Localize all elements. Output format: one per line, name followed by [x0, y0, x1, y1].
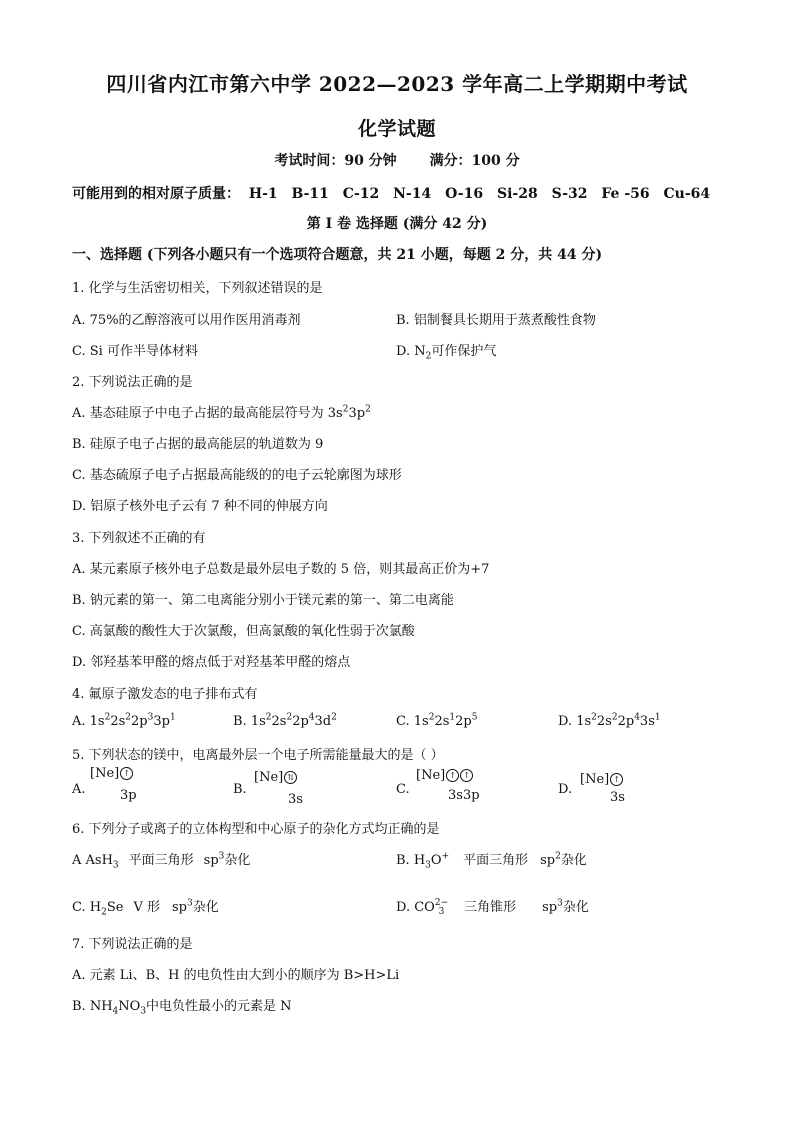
q6-option-a: A AsH$_3$ 平面三角形 $sp^3$杂化: [72, 851, 251, 871]
orbital-box: ↑: [120, 767, 133, 780]
q3-option-a: A. 某元素原子核外电子总数是最外层电子数的 5 倍，则其最高正价为+7: [72, 562, 490, 577]
mass-item: H-1: [248, 186, 278, 202]
atomic-masses: [72, 183, 719, 203]
q2-option-b: B. 硅原子电子占据的最高能层的轨道数为 9: [72, 437, 324, 452]
exam-score: 满分：100 分: [429, 153, 520, 169]
q5-option-d-diagram: [Ne] ↑ 3s: [580, 772, 625, 805]
q3-stem: 3. 下列叙述不正确的有: [72, 531, 206, 546]
q1-option-b: B. 铝制餐具长期用于蒸煮酸性食物: [396, 313, 596, 328]
q2-option-a: A. 基态硅原子中电子占据的最高能层符号为 $3s^23p^2$: [72, 404, 371, 421]
mass-item: Fe -56: [601, 186, 650, 202]
q3-option-c: C. 高氯酸的酸性大于次氯酸，但高氯酸的氧化性弱于次氯酸: [72, 624, 415, 639]
exam-meta: [0, 150, 794, 170]
section-title: 第 I 卷 选择题 (满分 42 分): [306, 216, 488, 232]
q7-option-b: B. $NH_4NO_3$中电负性最小的元素是 N: [72, 999, 292, 1017]
q2-stem: 2. 下列说法正确的是: [72, 375, 193, 390]
q1-option-a: A. 75%的乙醇溶液可以用作医用消毒剂: [72, 313, 301, 328]
orbital-box: ⇅: [284, 771, 297, 784]
mass-item: S-32: [551, 186, 588, 202]
q5-option-c-label: C.: [396, 782, 410, 797]
mass-item: Cu-64: [663, 186, 711, 202]
q2-option-c: C. 基态硫原子电子占据最高能级的的电子云轮廓图为球形: [72, 468, 402, 483]
q5-option-b-diagram: [Ne] ⇅ 3s: [254, 770, 303, 807]
q5-stem: 5. 下列状态的镁中，电离最外层一个电子所需能量最大的是（ ）: [72, 748, 444, 763]
q5-option-a-diagram: [Ne] ↑ 3p: [90, 766, 137, 803]
q7-option-a: A. 元素 Li、B、H 的电负性由大到小的顺序为 B>H>Li: [72, 968, 400, 983]
q6-option-c: C. $H_2Se$ V 形 $sp^3$杂化: [72, 898, 219, 918]
atomic-masses-label: 可能用到的相对原子质量：: [72, 186, 240, 202]
exam-time: 考试时间：90 分钟: [274, 153, 397, 169]
q5-option-d-label: D.: [558, 782, 573, 797]
orbital-box: ↑: [610, 773, 623, 786]
q4-option-b: B. $1s^22s^22p^43d^2$: [233, 712, 337, 729]
orbital-box: ↑: [446, 769, 459, 782]
q4-option-c: C. $1s^22s^12p^5$: [396, 712, 478, 729]
mass-item: O-16: [445, 186, 484, 202]
q4-stem: 4. 氟原子激发态的电子排布式有: [72, 687, 258, 702]
q6-option-b: B. $H_3O^+$ 平面三角形 $sp^2$杂化: [396, 851, 587, 871]
part-title: 一、选择题 (下列各小题只有一个选项符合题意，共 21 小题，每题 2 分，共 44 分): [72, 247, 603, 263]
mass-item: B-11: [291, 186, 329, 202]
q6-option-d: D. CO2− 3 三角锥形 $sp^3$杂化: [396, 897, 589, 917]
mass-item: C-12: [342, 186, 380, 202]
q4-option-a: A. $1s^22s^22p^33p^1$: [72, 712, 176, 729]
q1-option-d: D. $N_2$可作保护气: [396, 344, 497, 362]
q6-stem: 6. 下列分子或离子的立体构型和中心原子的杂化方式均正确的是: [72, 822, 440, 837]
orbital-box: ↑: [460, 769, 473, 782]
q7-stem: 7. 下列说法正确的是: [72, 937, 193, 952]
q3-option-b: B. 钠元素的第一、第二电离能分别小于镁元素的第一、第二电离能: [72, 593, 454, 608]
q3-option-d: D. 邻羟基苯甲醛的熔点低于对羟基苯甲醛的熔点: [72, 655, 351, 670]
q5-option-a-label: A.: [72, 782, 86, 797]
exam-subtitle: 化学试题: [357, 118, 436, 140]
q1-option-c: C. Si 可作半导体材料: [72, 344, 198, 359]
mass-item: Si-28: [496, 186, 538, 202]
mass-item: N-14: [393, 186, 432, 202]
q5-option-b-label: B.: [233, 782, 247, 797]
q1-stem: 1. 化学与生活密切相关，下列叙述错误的是: [72, 281, 323, 296]
exam-title: 四川省内江市第六中学 2022—2023 学年高二上学期期中考试: [106, 72, 688, 96]
q5-option-c-diagram: [Ne] ↑ ↑ 3s3p: [416, 768, 480, 803]
q4-option-d: D. $1s^22s^22p^43s^1$: [558, 712, 661, 729]
q2-option-d: D. 铝原子核外电子云有 7 种不同的伸展方向: [72, 499, 328, 514]
